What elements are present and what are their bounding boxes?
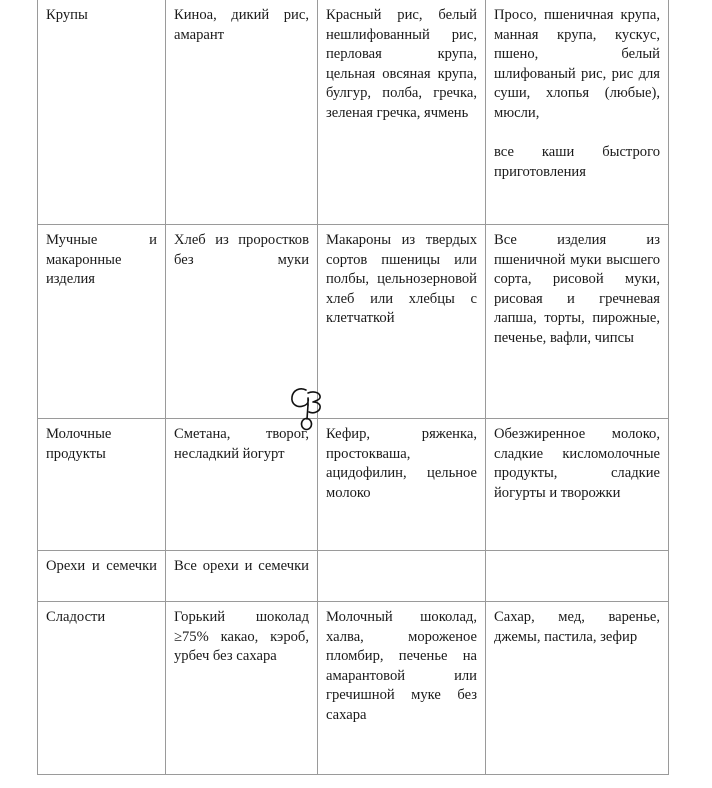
cell-text: Просо, пшеничная крупа, манная крупа, кускус, пшено, белый шлифованый рис, рис для суши, хлопья (любые), мюсли, xyxy=(494,7,660,121)
cell-text: Молочные продукты xyxy=(46,426,112,462)
cell-text: Обезжиренное молоко, сладкие кисломолочные продукты, сладкие йогурты и творожки xyxy=(494,426,660,501)
table-row xyxy=(38,0,669,225)
table-row xyxy=(38,551,669,602)
cell-text: Сладости xyxy=(46,609,106,625)
cell-text: Мучные и макаронные изделия xyxy=(46,232,157,288)
cell-category xyxy=(38,602,166,775)
cell-column-4 xyxy=(486,225,669,419)
cell-column-3 xyxy=(318,419,486,551)
cell-category xyxy=(38,0,166,225)
cell-column-2 xyxy=(166,419,318,551)
cell-text: Сметана, творог, несладкий йогурт xyxy=(174,426,309,462)
cell-text: Сахар, мед, варенье, джемы, пастила, зефир xyxy=(494,609,660,645)
cell-column-2 xyxy=(166,551,318,602)
cell-column-4 xyxy=(486,551,669,602)
table-body xyxy=(38,0,669,775)
cell-text: Все изделия из пшеничной муки высшего сорта, рисовой муки, рисовая и гречневая лапша, торты, пирожные, печенье, вафли, чипсы xyxy=(494,232,660,346)
cell-column-4 xyxy=(486,602,669,775)
cell-column-2 xyxy=(166,602,318,775)
cell-column-2 xyxy=(166,0,318,225)
cell-column-4 xyxy=(486,0,669,225)
cell-category xyxy=(38,225,166,419)
cell-text: Красный рис, белый нешлифованный рис, перловая крупа, цельная овсяная крупа, булгур, полба, гречка, зеленая гречка, ячмень xyxy=(326,7,477,121)
cell-text: Все орехи и семечки xyxy=(174,558,309,574)
cell-category xyxy=(38,551,166,602)
cell-column-3 xyxy=(318,602,486,775)
cell-text: Орехи и семечки xyxy=(46,558,157,574)
table-container xyxy=(37,0,668,775)
cell-column-3 xyxy=(318,0,486,225)
food-categories-table xyxy=(37,0,669,775)
cell-text: Горький шоколад ≥75% какао, кэроб, урбеч без сахара xyxy=(174,609,309,665)
cell-text: Киноа, дикий рис, амарант xyxy=(174,7,309,43)
table-row xyxy=(38,602,669,775)
cell-text-secondary: все каши быстрого приготовления xyxy=(494,144,660,180)
cell-column-4 xyxy=(486,419,669,551)
cell-text: Молочный шоколад, халва, мороженое пломбир, печенье на амарантовой или гречишной муке без сахара xyxy=(326,609,477,723)
cell-column-3 xyxy=(318,551,486,602)
cell-text: Макароны из твердых сортов пшеницы или полбы, цельнозерновой хлеб или хлебцы с клетчаткой xyxy=(326,232,477,327)
cell-column-2 xyxy=(166,225,318,419)
cell-category xyxy=(38,419,166,551)
table-row xyxy=(38,225,669,419)
cell-text: Хлеб из проростков без муки xyxy=(174,232,309,268)
cell-text: Крупы xyxy=(46,7,88,23)
cell-column-3 xyxy=(318,225,486,419)
table-row xyxy=(38,419,669,551)
cell-text: Кефир, ряженка, простокваша, ацидофилин, цельное молоко xyxy=(326,426,477,501)
